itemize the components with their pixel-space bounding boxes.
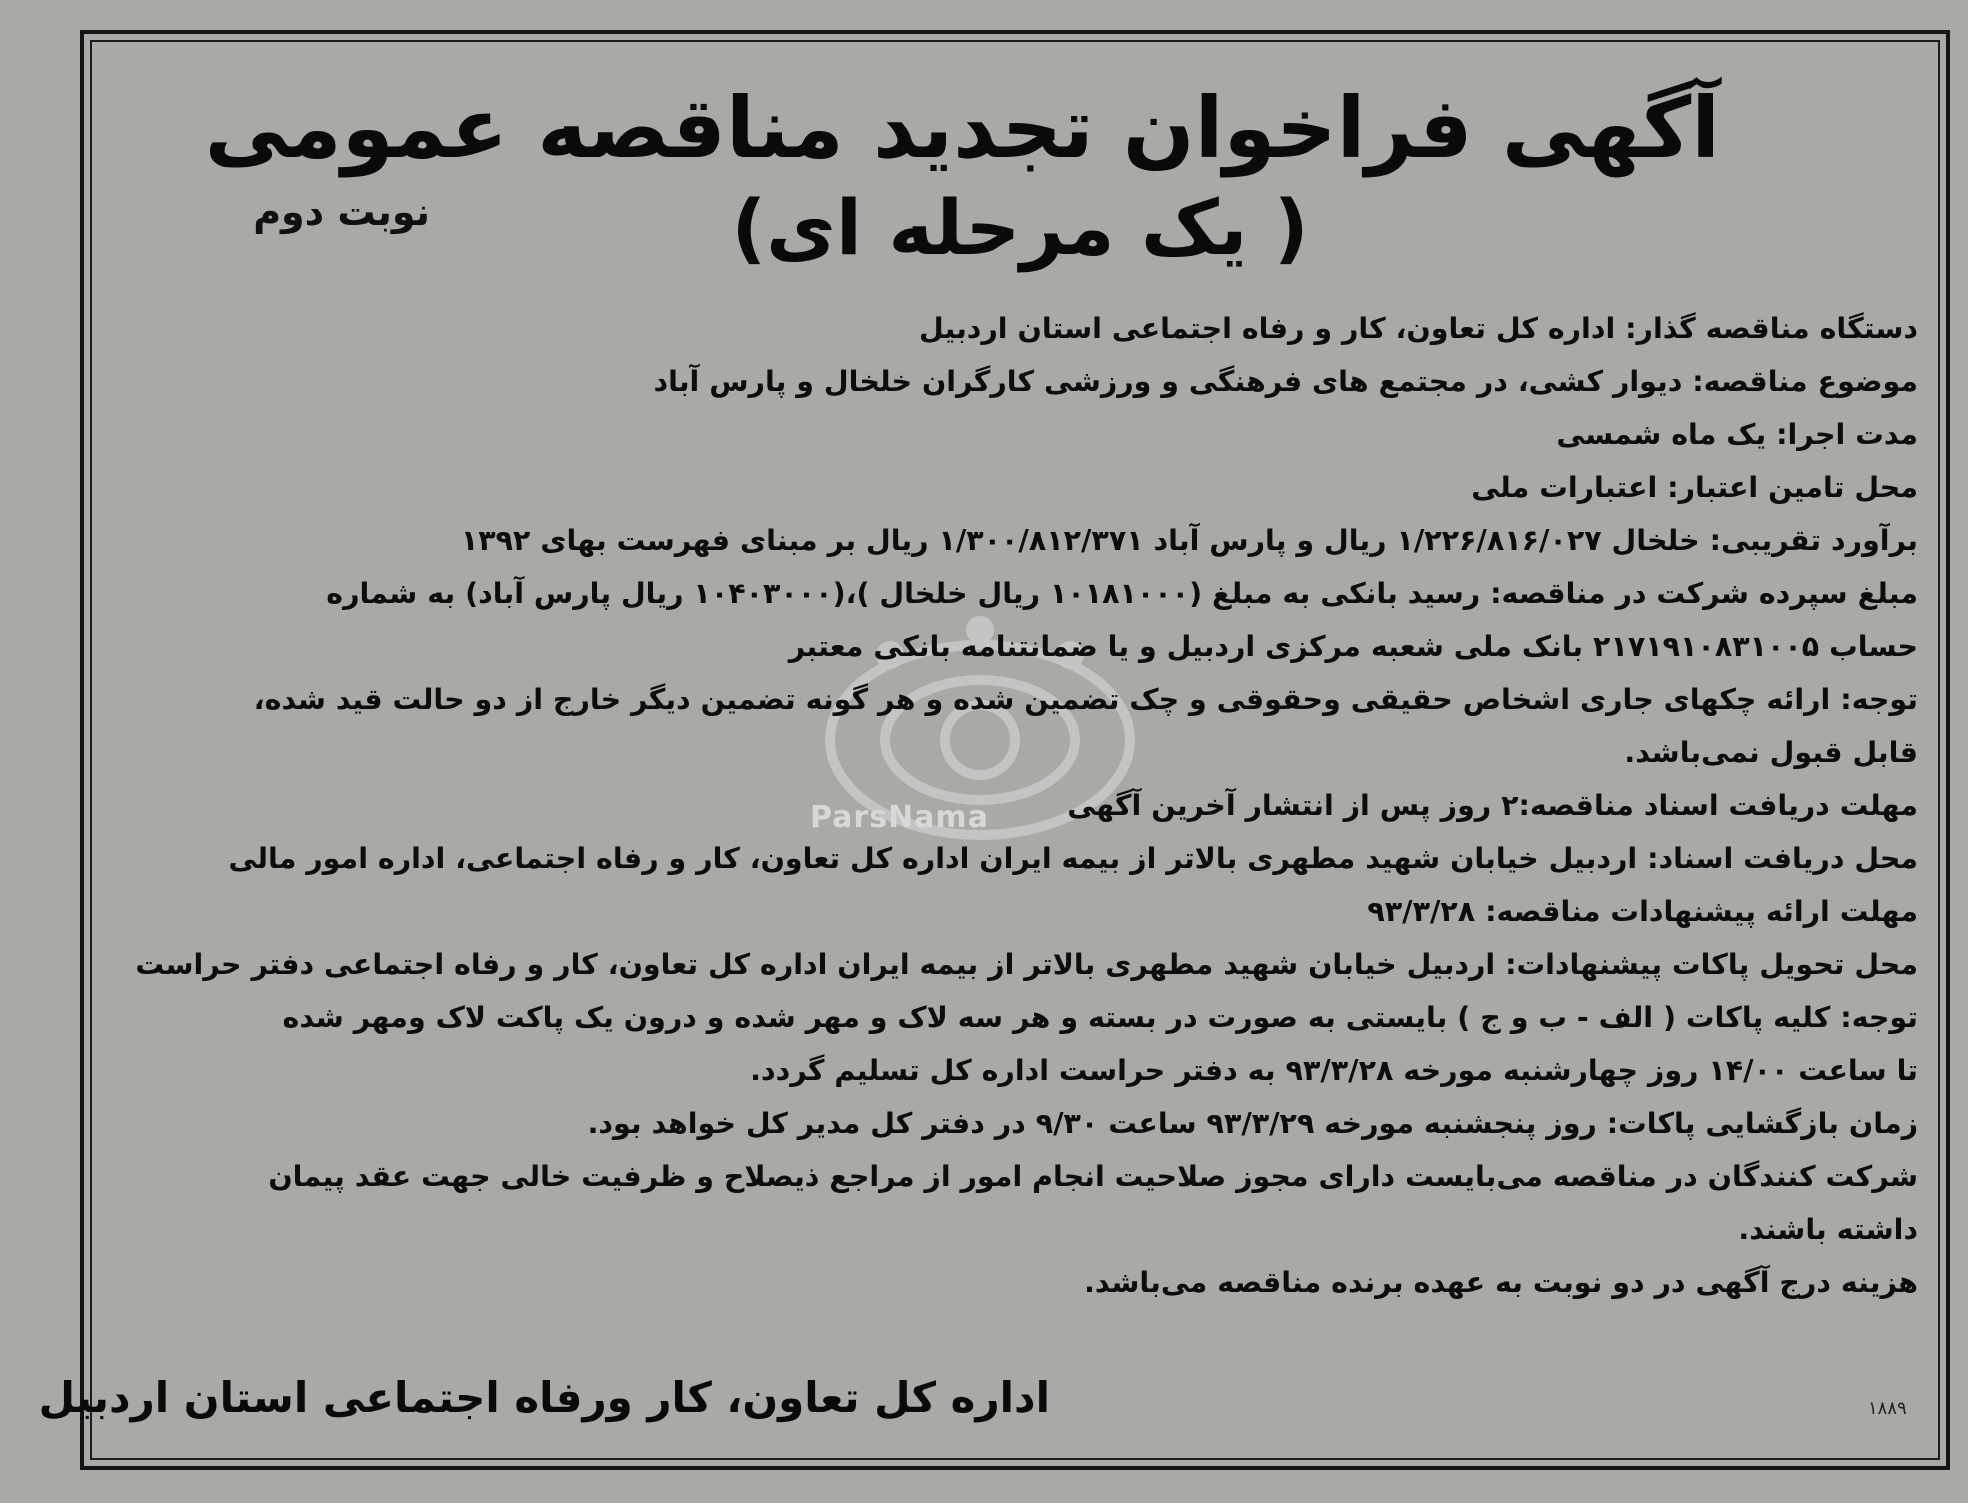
cheque-note-line: توجه: ارائه چکهای جاری اشخاص حقیقی وحقوقی و چک تضمین شده و هر گونه تضمین دیگر خارج از دو حالت قید شده، <box>253 683 1918 716</box>
eligibility-continuation: داشته باشند. <box>1738 1213 1918 1246</box>
eligibility-line: شرکت کنندگان در مناقصه می‌بایست دارای مجوز صلاحیت انجام امور از مراجع ذیصلاح و ظرفیت خالی جهت عقد پیمان <box>268 1160 1918 1193</box>
tender-subject-line: موضوع مناقصه: دیوار کشی، در مجتمع های فرهنگی و ورزشی کارگران خلخال و پارس آباد <box>653 365 1918 398</box>
cheque-note-continuation: قابل قبول نمی‌باشد. <box>1624 736 1918 769</box>
ad-code: ۱۸۸۹ <box>1868 1398 1907 1419</box>
notice-body <box>110 302 1918 1309</box>
document-deadline-line: مهلت دریافت اسناد مناقصه:۲ روز پس از انتشار آخرین آگهی <box>1067 789 1918 822</box>
notice-title: آگهی فراخوان تجدید مناقصه عمومی <box>204 79 1720 177</box>
delivery-location-line: محل تحویل پاکات پیشنهادات: اردبیل خیابان شهید مطهری بالاتر از بیمه ایران اداره کل تعاون، کار و رفاه اجتماعی دفتر حراست <box>135 948 1918 981</box>
document-location-line: محل دریافت اسناد: اردبیل خیابان شهید مطهری بالاتر از بیمه ایران اداره کل تعاون، کار و رفاه اجتماعی، اداره امور مالی <box>228 842 1918 875</box>
duration-line: مدت اجرا: یک ماه شمسی <box>1556 418 1918 451</box>
signature-organization: اداره کل تعاون، کار ورفاه اجتماعی استان اردبیل <box>38 1373 1050 1422</box>
ad-cost-line: هزینه درج آگهی در دو نوبت به عهده برنده مناقصه می‌باشد. <box>1084 1266 1918 1299</box>
notice-subtitle: ( یک مرحله ای) <box>731 183 1309 272</box>
deposit-line: مبلغ سپرده شرکت در مناقصه: رسید بانکی به مبلغ (۱۰۱۸۱۰۰۰ ریال خلخال )،(۱۰۴۰۳۰۰۰ ریال پارس آباد) به شماره <box>326 577 1918 610</box>
proposal-deadline-line: مهلت ارائه پیشنهادات مناقصه: ۹۳/۳/۲۸ <box>1367 895 1918 928</box>
funding-line: محل تامین اعتبار: اعتبارات ملی <box>1471 471 1918 504</box>
envelope-note-line: توجه: کلیه پاکات ( الف - ب و ج ) بایستی به صورت در بسته و هر سه لاک و مهر شده و درون یک پاکت لاک ومهر شده <box>282 1001 1918 1034</box>
publication-round: نوبت دوم <box>253 190 430 234</box>
envelope-deadline-line: تا ساعت ۱۴/۰۰ روز چهارشنبه مورخه ۹۳/۳/۲۸ به دفتر حراست اداره کل تسلیم گردد. <box>750 1054 1918 1087</box>
tender-organizer-line: دستگاه مناقصه گذار: اداره کل تعاون، کار و رفاه اجتماعی استان اردبیل <box>919 312 1918 345</box>
account-line: حساب ۲۱۷۱۹۱۰۸۳۱۰۰۵ بانک ملی شعبه مرکزی اردبیل و یا ضمانتنامه بانکی معتبر <box>788 630 1918 663</box>
watermark-text: ParsNama <box>810 800 989 835</box>
estimate-line: برآورد تقریبی: خلخال ۱/۲۲۶/۸۱۶/۰۲۷ ریال و پارس آباد ۱/۳۰۰/۸۱۲/۳۷۱ ریال بر مبنای فهرست بهای ۱۳۹۲ <box>460 524 1918 557</box>
opening-time-line: زمان بازگشایی پاکات: روز پنجشنبه مورخه ۹۳/۳/۲۹ ساعت ۹/۳۰ در دفتر کل مدیر کل خواهد بود. <box>587 1107 1918 1140</box>
